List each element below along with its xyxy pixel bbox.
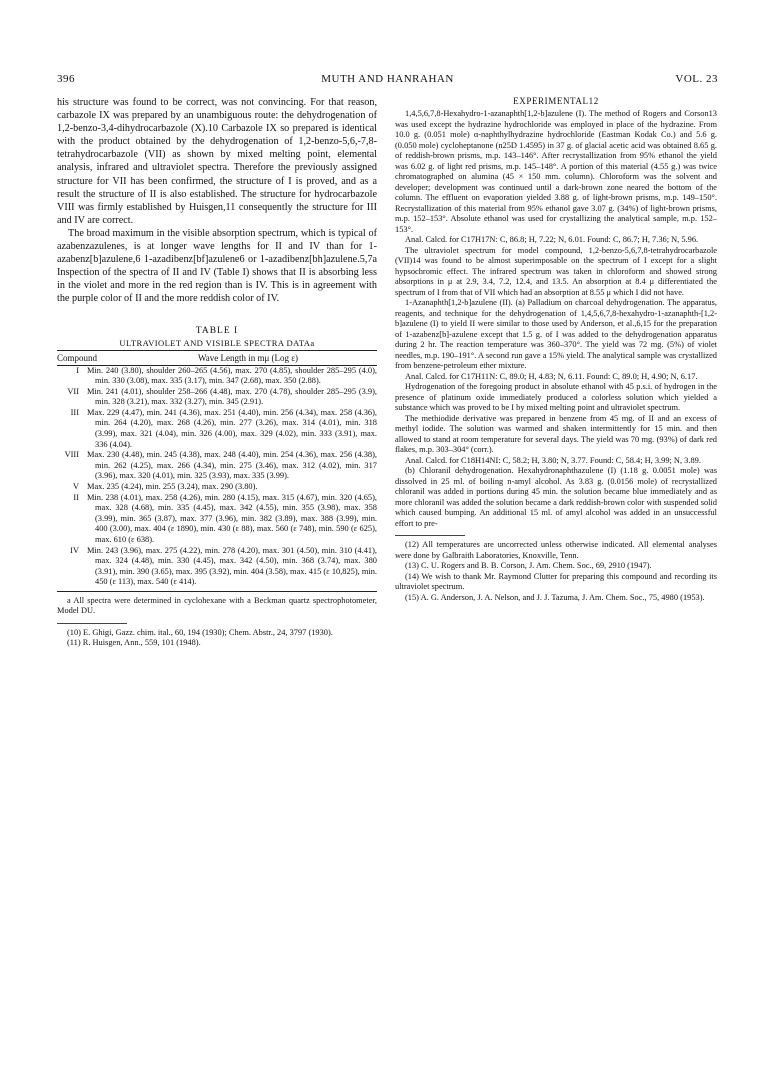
footnote-divider <box>395 535 465 536</box>
experimental-paragraph: Anal. Calcd. for C17H17N: C, 86.8; H, 7.22; N, 6.01. Found: C, 86.7; H, 7.36; N, 5.96. <box>405 235 699 244</box>
spectra-cell: Min. 243 (3.96), max. 275 (4.22), min. 278 (4.20), max. 301 (4.50), min. 310 (4.41), max. 324 (4.48), min. 330 (4.45), max. 342 (4.50), min. 368 (3.74), max. 380 (3.91), min. 390 (3.65), max. 395 (3.92), min. 404 (3.58), max. 415 (ε 10,825), min. 450 (ε 113), max. 540 (ε 414). <box>87 545 377 587</box>
footnote-divider <box>57 623 127 624</box>
body-paragraph: The broad maximum in the visible absorption spectrum, which is typical of azabenzazulenes, is at longer wave lengths for II and IV than for 1-azabenz[b]azulene,6 1-azadibenz[bf]azulene6 or 1-azadibenz[bh]azulene.5,7a Inspection of the spectra of II and IV (Table I) shows that II is absorbing less in the violet and more in the red region than is IV. This is in agreement with the purple color of II and the more reddish color of IV. <box>57 227 377 305</box>
footnote: (14) We wish to thank Mr. Raymond Clutter for preparing this compound and recording its ultraviolet spectrum. <box>395 571 717 591</box>
spectra-cell: Max. 235 (4.24), min. 255 (3.24), max. 290 (3.80). <box>87 482 258 492</box>
experimental-paragraph: Hydrogenation of the foregoing product in absolute ethanol with 45 p.s.i. of hydrogen in the presence of platinum oxide immediately produced a colorless solution which yielded a substance which was proved to be I by mixed melting point and ultraviolet spectrum. <box>395 382 717 412</box>
experimental-paragraph: The ultraviolet spectrum for model compound, 1,2-benzo-5,6,7,8-tetrahydrocarbazole (VII)14 was found to be almost superimposable on the spectrum of I except for a slight hypsochromic effect. The infrared spectrum was taken in chloroform and showed strong absorptions in μ at 2.9, 3.4, 7.2, 12.4, and 13.5. An absorption at 8.4 μ differentiated the spectrum of I from that of VII which had an absorption at 8.55 μ which I did not have. <box>395 245 717 297</box>
table-bottom-rule <box>57 591 377 592</box>
section-heading: EXPERIMENTAL12 <box>513 96 599 106</box>
compound-cell: II <box>73 492 79 502</box>
compound-cell: VII <box>67 386 79 396</box>
table-header-row <box>57 350 377 366</box>
table-row <box>57 366 377 387</box>
body-paragraph: his structure was found to be correct, was not convincing. For that reason, carbazole IX was prepared by an unambiguous route: the dehydrogenation of 1,2-benzo-3,4-dihydrocarbazole (X).10 Carbazole IX so prepared is identical with the product obtained by the dehydrogenation of 1,2-benzo-5,6,-7,8-tetrahydrocarbazole (VII) as shown by mixed melting point, elemental analysis, infrared and ultraviolet spectra. Therefore the previously assigned structure for VII has been confirmed, the structure of I is proved, and as a result the structure of II is also established. The structure for hydrocarbazole VIII was firmly established by Huisgen,11 consequently the structure for III and IV are correct. <box>57 97 377 226</box>
column-header-compound: Compound <box>57 352 98 363</box>
table-caption: ULTRAVIOLET AND VISIBLE SPECTRA DATAa <box>119 337 315 348</box>
table-row <box>57 408 377 450</box>
table-body <box>57 366 377 588</box>
experimental-paragraph: Anal. Calcd. for C17H11N: C, 89.0; H, 4.83; N, 6.11. Found: C, 89.0; H, 4.90; N, 6.17. <box>405 371 698 381</box>
compound-cell: VIII <box>64 450 79 460</box>
volume-label: VOL. 23 <box>675 73 718 85</box>
table-row <box>57 387 377 408</box>
table-row <box>57 482 377 493</box>
experimental-paragraph: 1-Azanaphth[1,2-b]azulene (II). (a) Palladium on charcoal dehydrogenation. The apparatus, reagents, and technique for the dehydrogenation of 1,4,5,6,7,8-hexahydro-1-azanaphth-[1,2-b]azulene (I) to yield II were similar to those used by Anderson, et al.,6,15 for the preparation of 1-azabenz[b]-azulene except that 1.5 g. of I was added to the dehydrogenation apparatus during 2 hr. The reaction temperature was 360–370°. The yield was 72 mg. (5%) of violet needles, m.p. 190–191°. A second run gave a 15% yield. The analytical sample was crystallized from benzene-petroleum ether mixture. <box>395 298 717 370</box>
spectra-cell: Min. 238 (4.01), max. 258 (4.26), min. 280 (4.15), max. 315 (4.67), min. 320 (4.65), max. 328 (4.68), min. 335 (4.45), max. 342 (4.55), min. 355 (3.98), max. 358 (3.99), min. 365 (3.87), max. 377 (3.96), min. 382 (3.89), max. 388 (3.99), min. 400 (3.00), max. 404 (ε 1890), min. 430 (ε 88), max. 560 (ε 748), min. 590 (ε 625), max. 610 (ε 638). <box>87 492 377 544</box>
left-column <box>57 96 377 649</box>
running-title: MUTH AND HANRAHAN <box>321 73 454 85</box>
footnote: (15) A. G. Anderson, J. A. Nelson, and J. J. Tazuma, J. Am. Chem. Soc., 75, 4980 (1953). <box>405 592 705 602</box>
experimental-paragraph: 1,4,5,6,7,8-Hexahydro-1-azanaphth[1,2-b]azulene (I). The method of Rogers and Corson13 was used except the hydrazine hydrochloride was employed in place of the hydrazine. From 10.0 g. (0.051 mole) α-naphthylhydrazine hydrochloride (Eastman Kodak Co.) and 5.6 g. (0.050 mole) cycloheptanone (n25D 1.4595) in 37 g. of glacial acetic acid was obtained 8.65 g. of reddish-brown prisms, m.p. 143–146°. After recrystallization from 95% ethanol the yield was 6.02 g. of light red prisms, m.p. 145–148°. A portion of this material (4.55 g.) was twice chromatographed on alumina (45 × 150 mm. column). Chloroform was the solvent and developer; development was continued until a dark-brown zone neared the bottom of the column. The effluent on evaporation yielded 3.88 g. of light-brown prisms, m.p. 149–150°. Recrystallization of this material from 95% ethanol gave 3.07 g. (34%) of light-brown prisms, m.p. 152–153°. Absolute ethanol was used for crystallizing the analytical sample, m.p. 152–153°. <box>395 109 717 234</box>
footnote: (12) All temperatures are uncorrected unless otherwise indicated. All elemental analyses were done by Galbraith Laboratories, Knoxville, Tenn. <box>395 540 717 560</box>
spectra-table <box>57 326 377 617</box>
table-footnote: a All spectra were determined in cyclohexane with a Beckman quartz spectrophotometer, Model DU. <box>57 595 377 616</box>
column-header-wavelength: Wave Length in mμ (Log ε) <box>197 352 299 363</box>
footnote: (10) E. Ghigi, Gazz. chim. ital., 60, 194 (1930); Chem. Abstr., 24, 3797 (1930). <box>67 627 333 637</box>
spectra-cell: Max. 229 (4.47), min. 241 (4.36), max. 251 (4.40), min. 256 (4.34), max. 258 (4.36), min. 264 (4.20), max. 268 (4.26), min. 277 (3.26), max. 314 (4.01), min. 318 (3.99), max. 321 (4.04), min. 326 (4.00), max. 329 (4.02), min. 333 (3.91), max. 336 (4.04). <box>87 407 377 449</box>
experimental-paragraph: (b) Chloranil dehydrogenation. Hexahydronaphthazulene (I) (1.18 g. 0.0051 mole) was dissolved in 25 ml. of boiling n-amyl alcohol. As 3.83 g. (0.0156 mole) of recrystallized chloranil was added in portions during 45 min. the solution became blue immediately and as more chloranil was added the solution became a dark reddish-brown color with suspended solid which caused bumping. An additional 15 ml. of amyl alcohol was added in an unsuccessful effort to pre- <box>395 466 717 528</box>
experimental-paragraph: The methiodide derivative was prepared in benzene from 45 mg. of II and an excess of methyl iodide. The solution was warmed and shaken intermittently for 15 min. and then allowed to stand at room temperature for several days. The yield was 70 mg. (93%) of dark red flakes, m.p. 303–304° (corr.). <box>395 413 717 454</box>
compound-cell: III <box>70 407 79 417</box>
footnote: (11) R. Huisgen, Ann., 559, 101 (1948). <box>67 638 201 648</box>
spectra-cell: Min. 240 (3.80), shoulder 260–265 (4.56), max. 270 (4.85), shoulder 285–295 (4.0), min. 330 (3.08), max. 335 (3.17), min. 347 (2.68), max. 350 (2.88). <box>87 365 377 386</box>
right-column <box>395 96 717 603</box>
table-row <box>57 546 377 588</box>
table-title: TABLE I <box>195 325 239 336</box>
footnote: (13) C. U. Rogers and B. B. Corson, J. Am. Chem. Soc., 69, 2910 (1947). <box>405 561 652 570</box>
spectra-cell: Min. 241 (4.01), shoulder 258–266 (4.48), max. 270 (4.78), shoulder 285–295 (3.9), min. 328 (3.21), max. 332 (3.27), min. 345 (2.91). <box>87 386 377 407</box>
table-row <box>57 493 377 546</box>
spectra-cell: Max. 230 (4.48), min. 245 (4.38), max. 248 (4.40), min. 254 (4.36), max. 256 (4.38), min. 262 (4.25), max. 266 (4.34), min. 275 (3.46), max. 312 (4.02), min. 317 (3.96), max. 320 (4.01), min. 325 (3.93), max. 335 (3.99). <box>87 450 377 481</box>
compound-cell: V <box>72 482 79 492</box>
experimental-paragraph: Anal. Calcd. for C18H14NI: C, 58.2; H, 3.80; N, 3.77. Found: C, 58.4; H, 3.99; N, 3.89. <box>405 455 701 465</box>
compound-cell: I <box>76 365 79 375</box>
page-number: 396 <box>57 73 75 85</box>
compound-cell: IV <box>70 545 79 555</box>
table-row <box>57 450 377 482</box>
